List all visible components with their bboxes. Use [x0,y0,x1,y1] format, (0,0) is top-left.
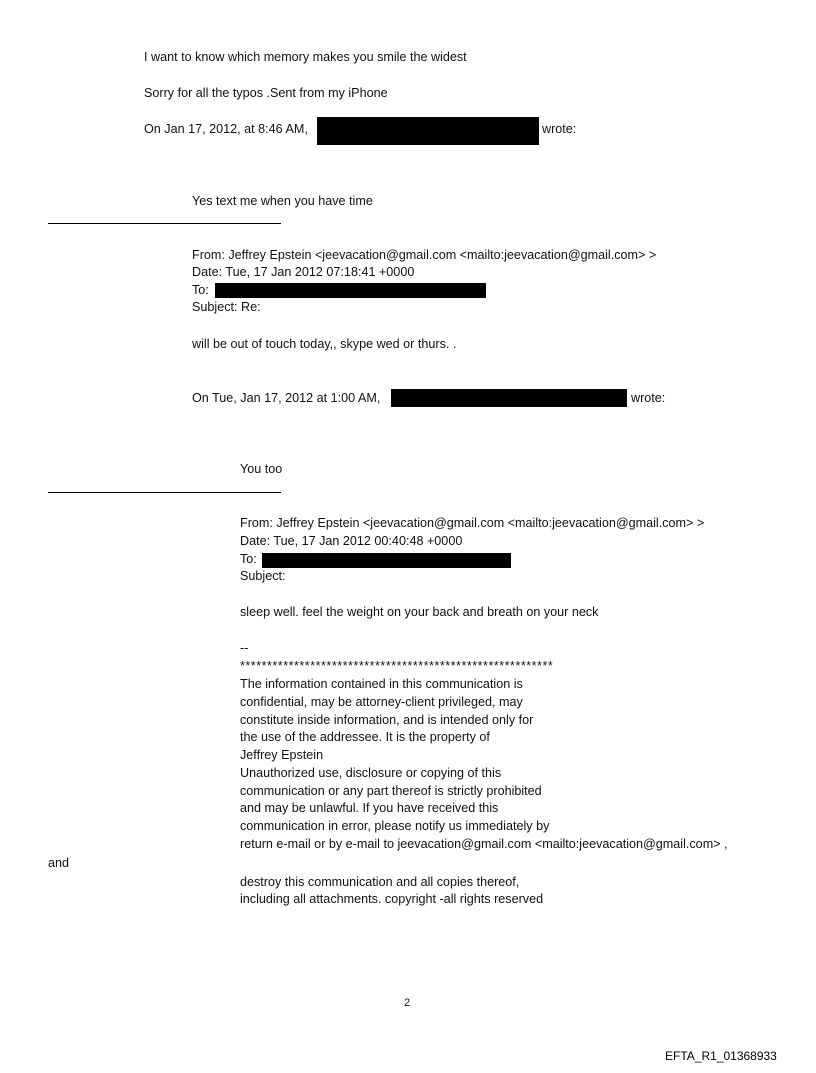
disclaimer-line: return e-mail or by e-mail to jeevacation@gmail.com <mailto:jeevacation@gmail.com> , [240,837,728,851]
header-date: Date: Tue, 17 Jan 2012 07:18:41 +0000 [192,265,415,279]
redaction-block [317,117,539,145]
message-body: will be out of touch today,, skype wed or thurs. . [192,337,457,351]
disclaimer-line: destroy this communication and all copies thereof, [240,875,520,889]
document-id: EFTA_R1_01368933 [665,1049,777,1063]
disclaimer-line: including all attachments. copyright -all rights reserved [240,892,544,906]
disclaimer-line: constitute inside information, and is intended only for [240,713,534,727]
asterisk-divider: ********************************************************** [240,659,554,673]
disclaimer-line: the use of the addressee. It is the property of [240,730,490,744]
header-from: From: Jeffrey Epstein <jeevacation@gmail.com <mailto:jeevacation@gmail.com> > [240,516,705,530]
header-subject: Subject: Re: [192,300,261,314]
signature-dashes: -- [240,641,249,655]
wrote-suffix: wrote: [542,122,577,136]
signature-line: Sorry for all the typos .Sent from my iPhone [144,86,388,100]
wrote-prefix: On Jan 17, 2012, at 8:46 AM, [144,122,308,136]
wrote-suffix: wrote: [631,391,666,405]
reply-text: You too [240,462,283,476]
header-to: To: [192,283,209,297]
redaction-block [262,553,511,568]
disclaimer-line: confidential, may be attorney-client privileged, may [240,695,523,709]
disclaimer-line: Jeffrey Epstein [240,748,324,762]
header-from: From: Jeffrey Epstein <jeevacation@gmail.com <mailto:jeevacation@gmail.com> > [192,248,657,262]
disclaimer-line: communication or any part thereof is strictly prohibited [240,784,542,798]
disclaimer-line: Unauthorized use, disclosure or copying of this [240,766,502,780]
disclaimer-line: The information contained in this communication is [240,677,523,691]
header-date: Date: Tue, 17 Jan 2012 00:40:48 +0000 [240,534,463,548]
disclaimer-line: communication in error, please notify us immediately by [240,819,550,833]
reply-text: Yes text me when you have time [192,194,373,208]
redaction-block [391,389,627,407]
disclaimer-line: and may be unlawful. If you have received this [240,801,499,815]
redaction-block [215,283,486,298]
wrote-prefix: On Tue, Jan 17, 2012 at 1:00 AM, [192,391,381,405]
separator-line [48,223,281,224]
orphan-word: and [48,856,70,870]
separator-line [48,492,281,493]
header-to: To: [240,552,257,566]
header-subject: Subject: [240,569,286,583]
message-text: I want to know which memory makes you smile the widest [144,50,467,64]
page-number: 2 [404,997,411,1009]
message-body: sleep well. feel the weight on your back and breath on your neck [240,605,599,619]
